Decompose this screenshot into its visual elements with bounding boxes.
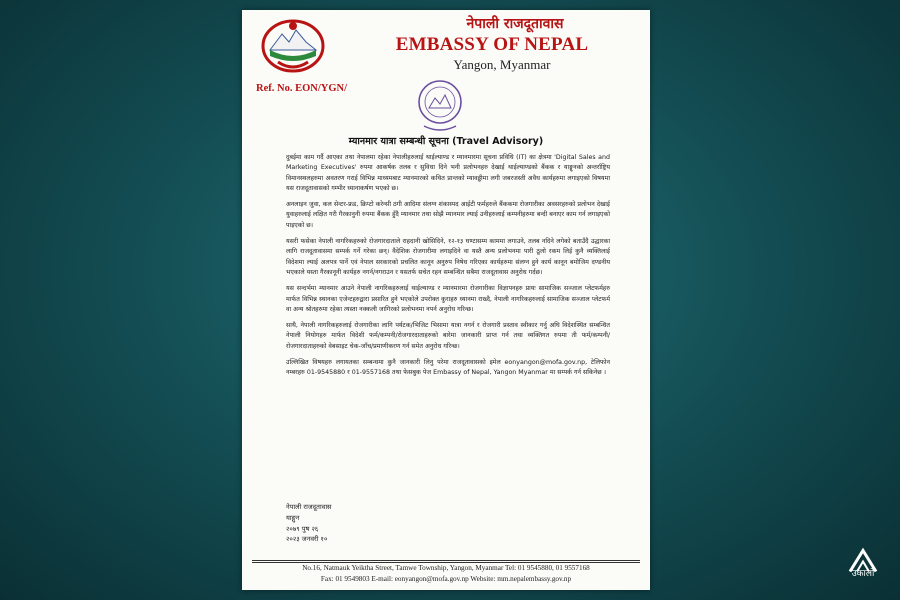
paragraph: यसरी फसेका नेपाली नागरिकहरुको रोजगारदाताले राहदानी खोसिदिने, १२-१३ घण्टासम्म काममा लगाउने, तलब नदिने लगेको बताउँदै उद्धारका लागि राजदूतावासमा सम्पर्क गर्ने गरेका छन्। वैदेशिक रोजगारीमा लगाइदिने वा यस्तै अन्य प्रलोभनमा पारी ठूलो रकम लिई कुनै व्यक्तिलाई विदेशमा ल्याई अलपत्र पार्ने एवं नेपाल सरकारको प्रचलित कानून अनुरुप निषेध गरिएका कार्यहरुमा संलग्न हुने कार्य कानून बमोजिम दण्डनीय भएकाले यस्ता गैरकानूनी कार्यहरु नगर्न/नगराउन र यसतर्फ सचेत रहन सम्बन्धित सबैमा राजदूतावास अनुरोध गर्दछ।: [286, 238, 610, 276]
footer-address: No.16, Natmauk Yeiktha Street, Tamwe Township, Yangon, Myanmar Tel: 01 9545880, 01 9557168: [302, 564, 590, 572]
footer-divider: [252, 562, 640, 563]
embassy-location: Yangon, Myanmar: [453, 57, 551, 72]
paragraph: साथै, नेपाली नागरिकहरुलाई रोजगारीका लागि पर्यटक/भिजिट भिसामा यात्रा नगर्न र रोजगारी प्रस्ताव स्वीकार गर्नु अघि विदेशस्थित सम्बन्धित नेपाली नियोगहरु मार्फत विदेशी फर्म/कम्पनी/रोजगारदाताहरुको बारेमा जानकारी प्राप्त गर्न तथा व्यक्तिगत रुपमा ती फर्म/कम्पनी/रोजगारदाताहरुको वेबसाइट चेक-जाँच/प्रमाणीकरण गर्न समेत अनुरोध गरिन्छ।: [286, 322, 610, 350]
signature-date-bs: २०७९ पुष २६: [286, 524, 319, 533]
footer-divider: [252, 560, 640, 561]
reference-number: Ref. No. EON/YGN/: [256, 83, 347, 94]
paragraph: उल्लिखित विषयहरु लगायतका सम्बन्धमा कुनै जानकारी लिनु परेमा राजदूतावासको इमेल eonyangon@mofa.gov.np, टेलिफोन नम्बरहरु 01-9545880 र 01-9557168 तथा फेसबुक पेज Embassy of Nepal, Yangon Myanmar मा सम्पर्क गर्न सकिनेछ ।: [286, 359, 610, 377]
signature-date-ad: २०२३ जनवरी १०: [286, 535, 328, 544]
watermark-text: उकालो: [851, 569, 875, 579]
nepal-emblem-icon: [256, 16, 330, 74]
signature-block: [286, 502, 331, 545]
paragraph: दुबईमा काम गर्दै आएका तथा नेपालमा रहेका नेपालीहरुलाई थाईल्याण्ड र म्यानमारमा सूचना प्रविधि (IT) का क्षेत्रमा 'Digital Sales and Marketing Executives' रुपमा आकर्षक तलब र सुविधा दिने भनी प्रलोभनहरु देखाई थाईल्याण्डको बैंकक र याङ्गुनको अन्तर्राष्ट्रिय विमानस्थलहरुमा अवतरण गराई विभिन्न माध्यमबाट म्यानमारको कथित प्रान्तको म्यावड्डीमा लगी जबरजस्ती अवैध कार्यहरुमा लगाइएको विषयमा यस राजदूतावासको गम्भीर ध्यानाकर्षण भएको छ।: [286, 154, 610, 192]
signature-city: याङ्गुन: [286, 513, 300, 522]
advisory-title: म्यानमार यात्रा सम्बन्धी सूचना (Travel Advisory): [348, 136, 544, 147]
signature-org: नेपाली राजदूतावास: [286, 503, 332, 511]
embassy-nepali-title: नेपाली राजदूतावास: [466, 16, 564, 32]
embassy-seal-icon: [416, 78, 464, 134]
paragraph: अनलाइन जुवा, कल सेन्टर-फ्रड, क्रिप्टो करेन्सी ठगी आदिमा संलग्न शंकास्पद आईटी फर्महरुले बैंककमा रोजगारीका अवसरहरुको प्रलोभन देखाई युवाहरुलाई लक्षित गरी गैरकानुनी रुपमा बैंकक हुँदै म्यानमार तथा सोझै म्यानमार ल्याई उनीहरुलाई कम्पनीहरुमा बन्दी बनाएर काम गर्न लगाइएको पाइएको छ।: [286, 201, 610, 229]
embassy-english-title: EMBASSY OF NEPAL: [395, 34, 589, 55]
footer-contact: Fax: 01 9549803 E-mail: eonyangon@mofa.gov.np Website: mm.nepalembassy.gov.np: [320, 575, 572, 583]
paragraph: यस सन्दर्भमा म्यानमार आउने नेपाली नागरिकहरुलाई थाईल्याण्ड र म्यानमारमा रोजगारीका विज्ञापनहरु प्रायः सामाजिक सञ्जाल प्लेटफर्महरु मार्फत विभिन्न स्थानका एजेन्टहरुद्वारा प्रसारित हुने भएकोले उपरोक्त कुराहरु ध्यानमा राख्दै, नेपाली नागरिकहरुलाई सामाजिक सञ्जाल प्लेटफर्म वा अन्य श्रोतहरुमा रहेका त्यस्ता नक्कली जागिरको प्रलोभनमा नपर्न अनुरोध गरिन्छ।: [286, 285, 610, 313]
advisory-document: [242, 10, 650, 590]
advisory-body: [286, 153, 610, 385]
